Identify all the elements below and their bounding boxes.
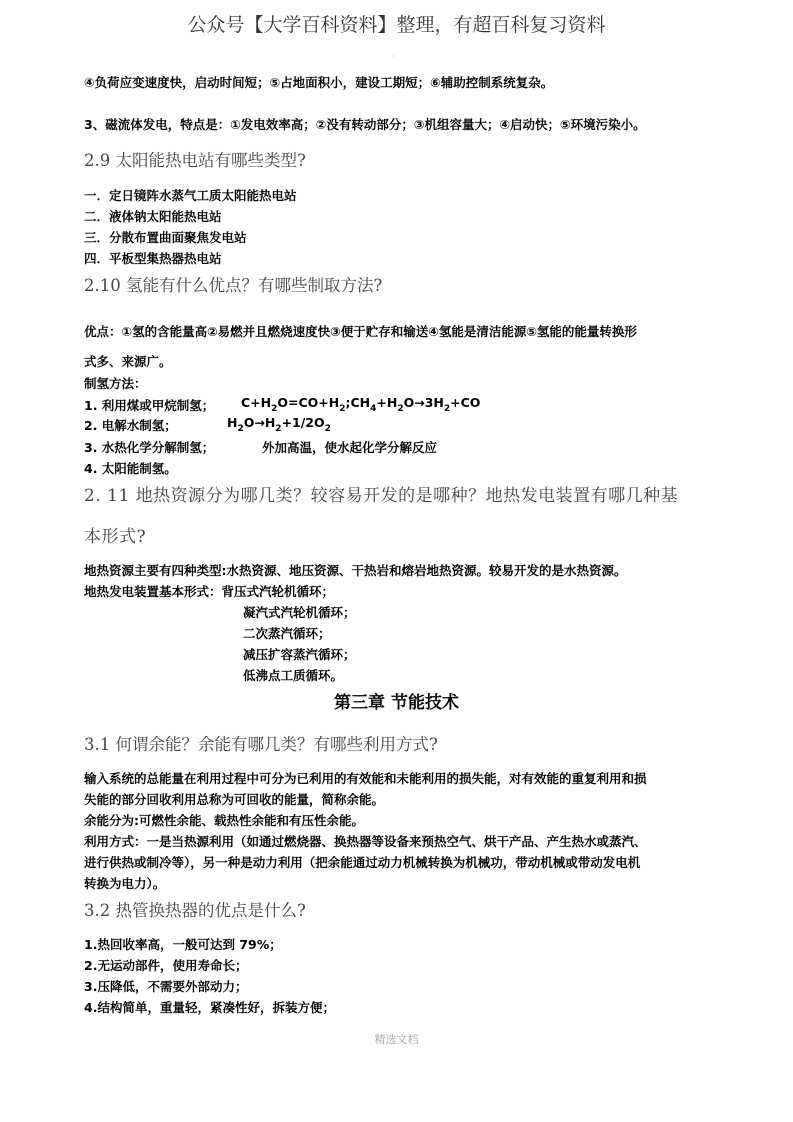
text-line: 外加高温，使水起化学分解反应	[262, 440, 438, 455]
question-heading-cont: 本形式?	[84, 527, 147, 547]
list-item: 2.无运动部件，使用寿命长；	[84, 958, 248, 973]
page-footer: 精选文档	[374, 1033, 419, 1046]
list-item: 3. 水热化学分解制氢；	[84, 440, 215, 455]
text-line: 余能分为:可燃性余能、载热性余能和有压性余能。	[84, 813, 364, 828]
chapter-title: 第三章 节能技术	[334, 693, 459, 713]
list-item: 4.结构简单，重量轻，紧凑性好，拆装方便；	[84, 1000, 335, 1015]
question-heading: 2.10 氢能有什么优点？有哪些制取方法?	[84, 276, 383, 295]
list-item: 1. 利用煤或甲烷制氢；	[84, 398, 215, 413]
list-item: 二次蒸汽循环；	[243, 626, 331, 641]
list-item: 3.压降低，不需要外部动力；	[84, 979, 248, 994]
question-heading: 3.2 热管换热器的优点是什么?	[84, 901, 306, 920]
text-line: 失能的部分回收利用总称为可回收的能量，简称余能。	[84, 792, 385, 807]
text-line: 优点：①氢的含能量高②易燃并且燃烧速度快③便于贮存和输送④氢能是清洁能源⑤氢能的能量转换形	[84, 324, 637, 339]
question-heading: 2.9 太阳能热电站有哪些类型?	[84, 151, 306, 170]
list-item: 二．液体钠太阳能热电站	[84, 209, 222, 224]
text-line: 输入系统的总能量在利用过程中可分为已利用的有效能和未能利用的损失能，对有效能的重复利用和损	[84, 771, 647, 786]
text-line: 式多、来源广。	[84, 354, 172, 369]
list-item: 低沸点工质循环。	[243, 668, 344, 683]
formula-coal: $C+H_2O=CO+H_2;CH_4+H_2O\to 3H_2+CO$	[241, 395, 481, 414]
text-line: 转换为电力）。	[84, 876, 166, 891]
question-heading: 3.1 何谓余能？余能有哪几类？有哪些利用方式?	[84, 735, 438, 754]
text-line: 利用方式：一是当热源利用（如通过燃烧器、换热器等设备来预热空气、烘干产品、产生热水或蒸汽、	[84, 834, 647, 849]
list-item: 三．分散布置曲面聚焦发电站	[84, 230, 247, 245]
formula-electrolysis: $H_2O\to H_2+1/2O_2$	[227, 415, 331, 434]
list-item: 减压扩容蒸汽循环；	[243, 647, 356, 662]
text-line: 地热资源主要有四种类型:水热资源、地压资源、干热岩和熔岩地热资源。较易开发的是水热资源。	[84, 563, 627, 578]
text-line: 3、磁流体发电，特点是：①发电效率高；②没有转动部分；③机组容量大；④启动快；⑤环境污染小。	[84, 117, 646, 132]
question-heading: 2. 11 地热资源分为哪几类？较容易开发的是哪种？地热发电装置有哪几种基	[84, 486, 679, 506]
text-line: 地热发电装置基本形式：背压式汽轮机循环；	[84, 584, 335, 599]
header-mark: ·	[392, 52, 395, 61]
list-item: 凝汽式汽轮机循环；	[243, 605, 356, 620]
page-header: 公众号【大学百科资料】整理，有超百科复习资料	[187, 14, 606, 36]
text-line: 制氢方法：	[84, 376, 147, 391]
list-item: 1.热回收率高，一般可达到 79%；	[84, 937, 282, 952]
list-item: 2. 电解水制氢；	[84, 418, 177, 433]
list-item: 四．平板型集热器热电站	[84, 251, 222, 266]
text-line: ④负荷应变速度快，启动时间短；⑤占地面积小，建设工期短；⑥辅助控制系统复杂。	[84, 75, 554, 90]
list-item: 一．定日镜阵水蒸气工质太阳能热电站	[84, 188, 297, 203]
text-line: 进行供热或制冷等），另一种是动力利用（把余能通过动力机械转换为机械功，带动机械或带动发电机	[84, 855, 641, 870]
list-item: 4. 太阳能制氢。	[84, 461, 177, 476]
